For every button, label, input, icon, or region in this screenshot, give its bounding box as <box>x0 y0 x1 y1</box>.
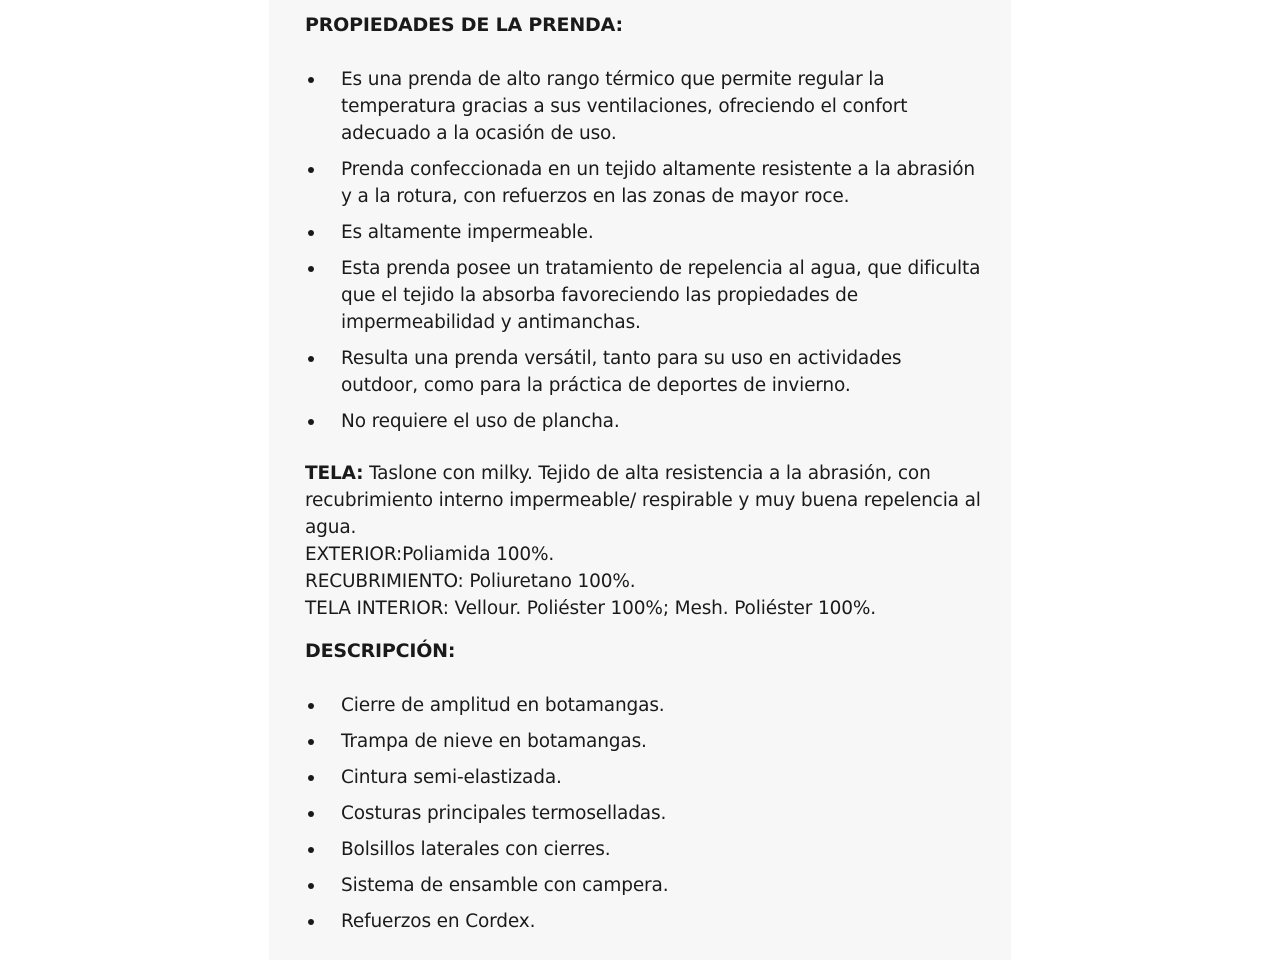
bullet-icon <box>308 883 314 889</box>
list-item-text: Cierre de amplitud en botamangas. <box>341 695 665 716</box>
bullet-icon <box>308 739 314 745</box>
list-item-text: Es una prenda de alto rango térmico que permite regular la temperatura gracias a sus ventilaciones, ofreciendo el confort adecuado a la ocasión de uso. <box>341 69 908 144</box>
list-item-text: Esta prenda posee un tratamiento de repelencia al agua, que dificulta que el tejido la absorba favoreciendo las propiedades de impermeabilidad y antimanchas. <box>341 258 981 333</box>
list-item <box>305 692 981 719</box>
list-item <box>305 408 981 435</box>
bullet-icon <box>308 703 314 709</box>
list-item-text: Resulta una prenda versátil, tanto para su uso en actividades outdoor, como para la práctica de deportes de invierno. <box>341 348 902 396</box>
description-heading: DESCRIPCIÓN: <box>305 640 456 662</box>
properties-heading: PROPIEDADES DE LA PRENDA: <box>305 14 623 36</box>
list-item-text: Bolsillos laterales con cierres. <box>341 839 611 860</box>
list-item <box>305 66 981 147</box>
list-item <box>305 345 981 399</box>
bullet-icon <box>308 775 314 781</box>
fabric-exterior: EXTERIOR:Poliamida 100%. <box>305 544 555 565</box>
description-list <box>305 692 981 944</box>
fabric-label: TELA: <box>305 463 364 484</box>
fabric-paragraph <box>305 460 981 541</box>
list-item-text: Refuerzos en Cordex. <box>341 911 536 932</box>
fabric-interior: TELA INTERIOR: Vellour. Poliéster 100%; Mesh. Poliéster 100%. <box>305 598 876 619</box>
list-item-text: No requiere el uso de plancha. <box>341 411 620 432</box>
bullet-icon <box>308 811 314 817</box>
list-item <box>305 872 981 899</box>
list-item-text: Trampa de nieve en botamangas. <box>341 731 647 752</box>
fabric-coating: RECUBRIMIENTO: Poliuretano 100%. <box>305 571 636 592</box>
list-item <box>305 728 981 755</box>
list-item-text: Sistema de ensamble con campera. <box>341 875 669 896</box>
list-item-text: Es altamente impermeable. <box>341 222 594 243</box>
fabric-section <box>305 460 981 622</box>
bullet-icon <box>308 266 314 272</box>
list-item <box>305 219 981 246</box>
list-item-text: Cintura semi-elastizada. <box>341 767 562 788</box>
bullet-icon <box>308 847 314 853</box>
bullet-icon <box>308 167 314 173</box>
product-details-panel <box>269 0 1011 960</box>
list-item <box>305 908 981 935</box>
list-item <box>305 255 981 336</box>
fabric-text: Taslone con milky. Tejido de alta resistencia a la abrasión, con recubrimiento interno impermeable/ respirable y muy buena repelencia al agua. <box>305 463 981 538</box>
bullet-icon <box>308 419 314 425</box>
bullet-icon <box>308 77 314 83</box>
list-item <box>305 800 981 827</box>
list-item <box>305 836 981 863</box>
bullet-icon <box>308 919 314 925</box>
bullet-icon <box>308 356 314 362</box>
list-item <box>305 156 981 210</box>
list-item-text: Prenda confeccionada en un tejido altamente resistente a la abrasión y a la rotura, con refuerzos en las zonas de mayor roce. <box>341 159 976 207</box>
properties-list <box>305 66 981 444</box>
list-item <box>305 764 981 791</box>
list-item-text: Costuras principales termoselladas. <box>341 803 667 824</box>
bullet-icon <box>308 230 314 236</box>
